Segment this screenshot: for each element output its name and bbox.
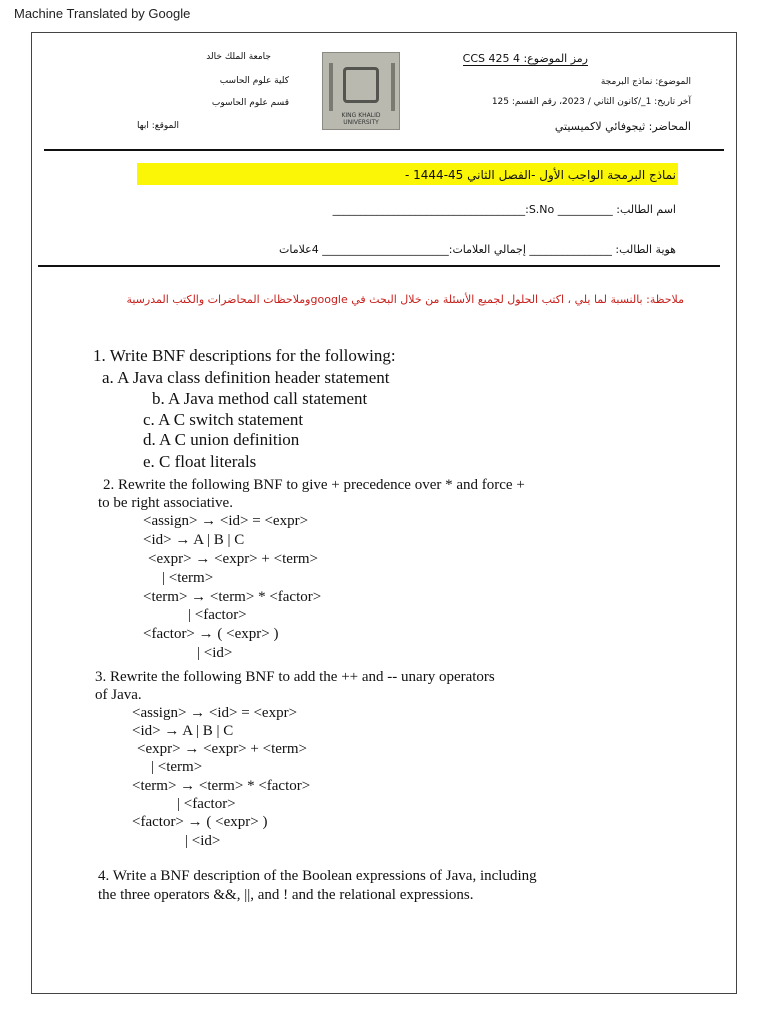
q3-grammar-line: <id> → A | B | C	[132, 723, 234, 739]
q2-grammar-line: <expr> → <expr> + <term>	[148, 551, 319, 567]
q1-item-d: d. A C union definition	[143, 430, 300, 449]
student-id-field: هوية الطالب: _______________ إجمالي العلامات:_______________________ 4علامات	[279, 243, 676, 256]
q3-grammar-line: | <term>	[151, 759, 203, 775]
q3-grammar-line: <factor> → ( <expr> )	[132, 814, 268, 830]
q2-grammar-line: <assign> → <id> = <expr>	[143, 513, 309, 529]
department-name: قسم علوم الحاسوب	[211, 98, 289, 108]
q1-item-e: e. C float literals	[143, 452, 257, 471]
q1-item-a: a. A Java class definition header statement	[102, 368, 390, 387]
machine-translated-banner: Machine Translated by Google	[14, 6, 191, 21]
q1-item-b: b. A Java method call statement	[152, 389, 368, 408]
subject-label: الموضوع: نماذج البرمجة	[600, 77, 691, 87]
q1-item-c: c. A C switch statement	[143, 410, 304, 429]
q2-line-1: 2. Rewrite the following BNF to give + precedence over * and force +	[103, 477, 525, 493]
location-label: الموقع: ابها	[137, 121, 179, 131]
course-code: رمز الموضوع: 4 425 CCS	[462, 52, 588, 65]
date-section-line: آخر تاريخ: 1_/كانون الثاني / 2023، رقم القسم: 125	[491, 97, 691, 107]
college-name: كلية علوم الحاسب	[219, 76, 289, 86]
q3-grammar-line: <term> → <term> * <factor>	[132, 778, 311, 794]
q3-grammar-line: | <id>	[185, 833, 221, 849]
q2-grammar-line: <id> → A | B | C	[143, 532, 245, 548]
q3-line-2: of Java.	[95, 687, 142, 703]
q3-grammar-line: | <factor>	[177, 796, 236, 812]
q3-grammar-line: <expr> → <expr> + <term>	[137, 741, 308, 757]
q1-heading: 1. Write BNF descriptions for the following:	[93, 346, 396, 365]
section-divider	[38, 265, 720, 267]
q2-grammar-line: | <term>	[162, 570, 214, 586]
q4-line-1: 4. Write a BNF description of the Boolean expressions of Java, including	[98, 868, 537, 884]
q2-grammar-line: | <id>	[197, 645, 233, 661]
q2-line-2: to be right associative.	[98, 495, 233, 511]
university-logo: KING KHALID UNIVERSITY	[322, 52, 400, 130]
instruction-note: ملاحظة: بالنسبة لما يلي ، اكتب الحلول لجميع الأسئلة من خلال البحث في googleوملاحظات المحاضرات والكتب المدرسية	[126, 293, 684, 306]
student-name-field: اسم الطالب: __________ S.No:___________________________________	[332, 203, 676, 216]
lecturer-label: المحاضر: ثيجوفائي لاكميسيتي	[554, 120, 691, 133]
q2-grammar-line: <term> → <term> * <factor>	[143, 589, 322, 605]
q3-line-1: 3. Rewrite the following BNF to add the ++ and -- unary operators	[95, 669, 495, 685]
header-divider	[44, 149, 724, 151]
q2-grammar-line: <factor> → ( <expr> )	[143, 626, 279, 642]
q3-grammar-line: <assign> → <id> = <expr>	[132, 705, 298, 721]
university-name: جامعة الملك خالد	[206, 52, 271, 62]
assignment-title: نماذج البرمجة الواجب الأول -الفصل الثاني 45-1444 -	[405, 168, 676, 182]
q2-grammar-line: | <factor>	[188, 607, 247, 623]
q4-line-2: the three operators &&, ||, and ! and the relational expressions.	[98, 887, 474, 903]
